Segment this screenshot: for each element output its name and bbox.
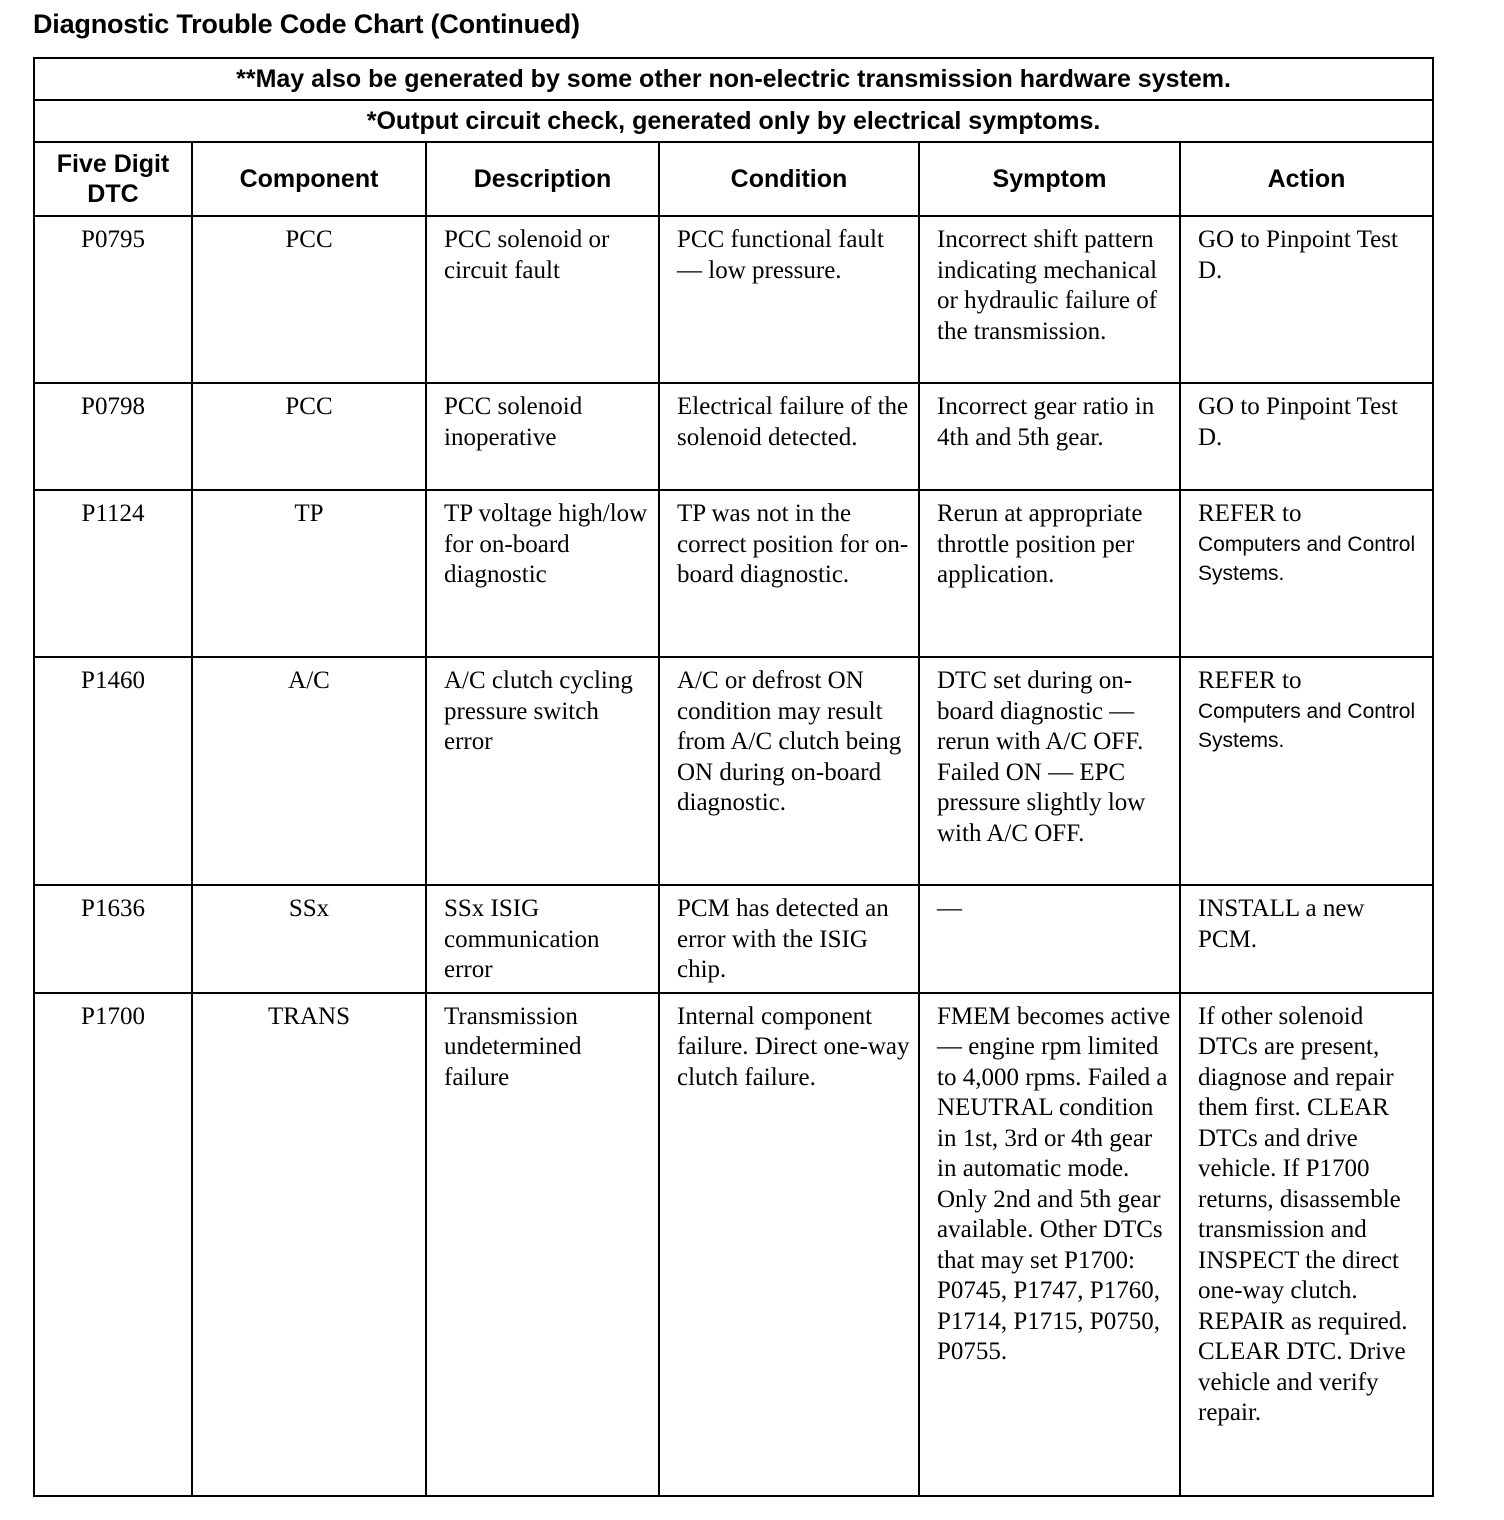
header-symptom: Symptom — [919, 142, 1180, 216]
action — [1180, 885, 1433, 993]
table-row — [34, 885, 1433, 993]
description: SSx ISIG communication error — [426, 885, 659, 993]
component: TP — [192, 490, 426, 657]
note-output-circuit-check: *Output circuit check, generated only by electrical symptoms. — [34, 100, 1433, 142]
action-text: REFER to — [1198, 667, 1302, 694]
condition: A/C or defrost ON condition may result from A/C clutch being ON during on-board diagnostic. — [659, 657, 919, 885]
dtc-code: P1124 — [34, 490, 192, 657]
header-condition: Condition — [659, 142, 919, 216]
header-dtc — [34, 142, 192, 216]
action — [1180, 993, 1433, 1496]
header-component: Component — [192, 142, 426, 216]
action-text: INSTALL a new PCM. — [1198, 895, 1365, 953]
condition: PCM has detected an error with the ISIG chip. — [659, 885, 919, 993]
action-text: If other solenoid DTCs are present, diagnose and repair them first. CLEAR DTCs and drive vehicle. If P1700 returns, disassemble transmission and INSPECT the direct one-way clutch. REPAIR as required. CLEAR DTC. Drive vehicle and verify repair. — [1198, 1002, 1408, 1426]
action-reference: Computers and Control Systems. — [1198, 532, 1416, 585]
description: TP voltage high/low for on-board diagnostic — [426, 490, 659, 657]
table-row — [34, 216, 1433, 383]
condition: Internal component failure. Direct one-way clutch failure. — [659, 993, 919, 1496]
description: Transmission undetermined failure — [426, 993, 659, 1496]
symptom: Incorrect gear ratio in 4th and 5th gear. — [919, 383, 1180, 490]
note-hardware-system: **May also be generated by some other non-electric transmission hardware system. — [34, 58, 1433, 100]
symptom: FMEM becomes active — engine rpm limited to 4,000 rpms. Failed a NEUTRAL condition in 1st, 3rd or 4th gear in automatic mode. Only 2nd and 5th gear available. Other DTCs that may set P1700: P0745, P1747, P1760, P1714, P1715, P0750, P0755. — [919, 993, 1180, 1496]
symptom: DTC set during on-board diagnostic — rerun with A/C OFF. Failed ON — EPC pressure slightly low with A/C OFF. — [919, 657, 1180, 885]
component: A/C — [192, 657, 426, 885]
description: A/C clutch cycling pressure switch error — [426, 657, 659, 885]
table-row — [34, 993, 1433, 1496]
component: TRANS — [192, 993, 426, 1496]
table-row — [34, 657, 1433, 885]
description: PCC solenoid inoperative — [426, 383, 659, 490]
condition: TP was not in the correct position for on-board diagnostic. — [659, 490, 919, 657]
condition: Electrical failure of the solenoid detected. — [659, 383, 919, 490]
header-dtc-line2: DTC — [87, 180, 139, 208]
action — [1180, 216, 1433, 383]
action — [1180, 490, 1433, 657]
description: PCC solenoid or circuit fault — [426, 216, 659, 383]
component: SSx — [192, 885, 426, 993]
header-description: Description — [426, 142, 659, 216]
condition: PCC functional fault — low pressure. — [659, 216, 919, 383]
component: PCC — [192, 216, 426, 383]
dtc-code: P0795 — [34, 216, 192, 383]
symptom: — — [919, 885, 1180, 993]
action — [1180, 657, 1433, 885]
action-text: GO to Pinpoint Test D. — [1198, 393, 1398, 451]
symptom: Incorrect shift pattern indicating mechanical or hydraulic failure of the transmission. — [919, 216, 1180, 383]
header-dtc-line1: Five Digit — [56, 150, 170, 178]
dtc-code: P1460 — [34, 657, 192, 885]
table-row — [34, 383, 1433, 490]
dtc-code: P1700 — [34, 993, 192, 1496]
action — [1180, 383, 1433, 490]
page-title: Diagnostic Trouble Code Chart (Continued) — [33, 9, 580, 39]
table-row — [34, 490, 1433, 657]
action-reference: Computers and Control Systems. — [1198, 699, 1416, 752]
dtc-code: P0798 — [34, 383, 192, 490]
dtc-chart-table — [33, 57, 1434, 1497]
symptom: Rerun at appropriate throttle position per application. — [919, 490, 1180, 657]
header-action: Action — [1180, 142, 1433, 216]
component: PCC — [192, 383, 426, 490]
header-row — [34, 142, 1433, 216]
dtc-code: P1636 — [34, 885, 192, 993]
action-text: REFER to — [1198, 500, 1302, 527]
action-text: GO to Pinpoint Test D. — [1198, 226, 1398, 284]
